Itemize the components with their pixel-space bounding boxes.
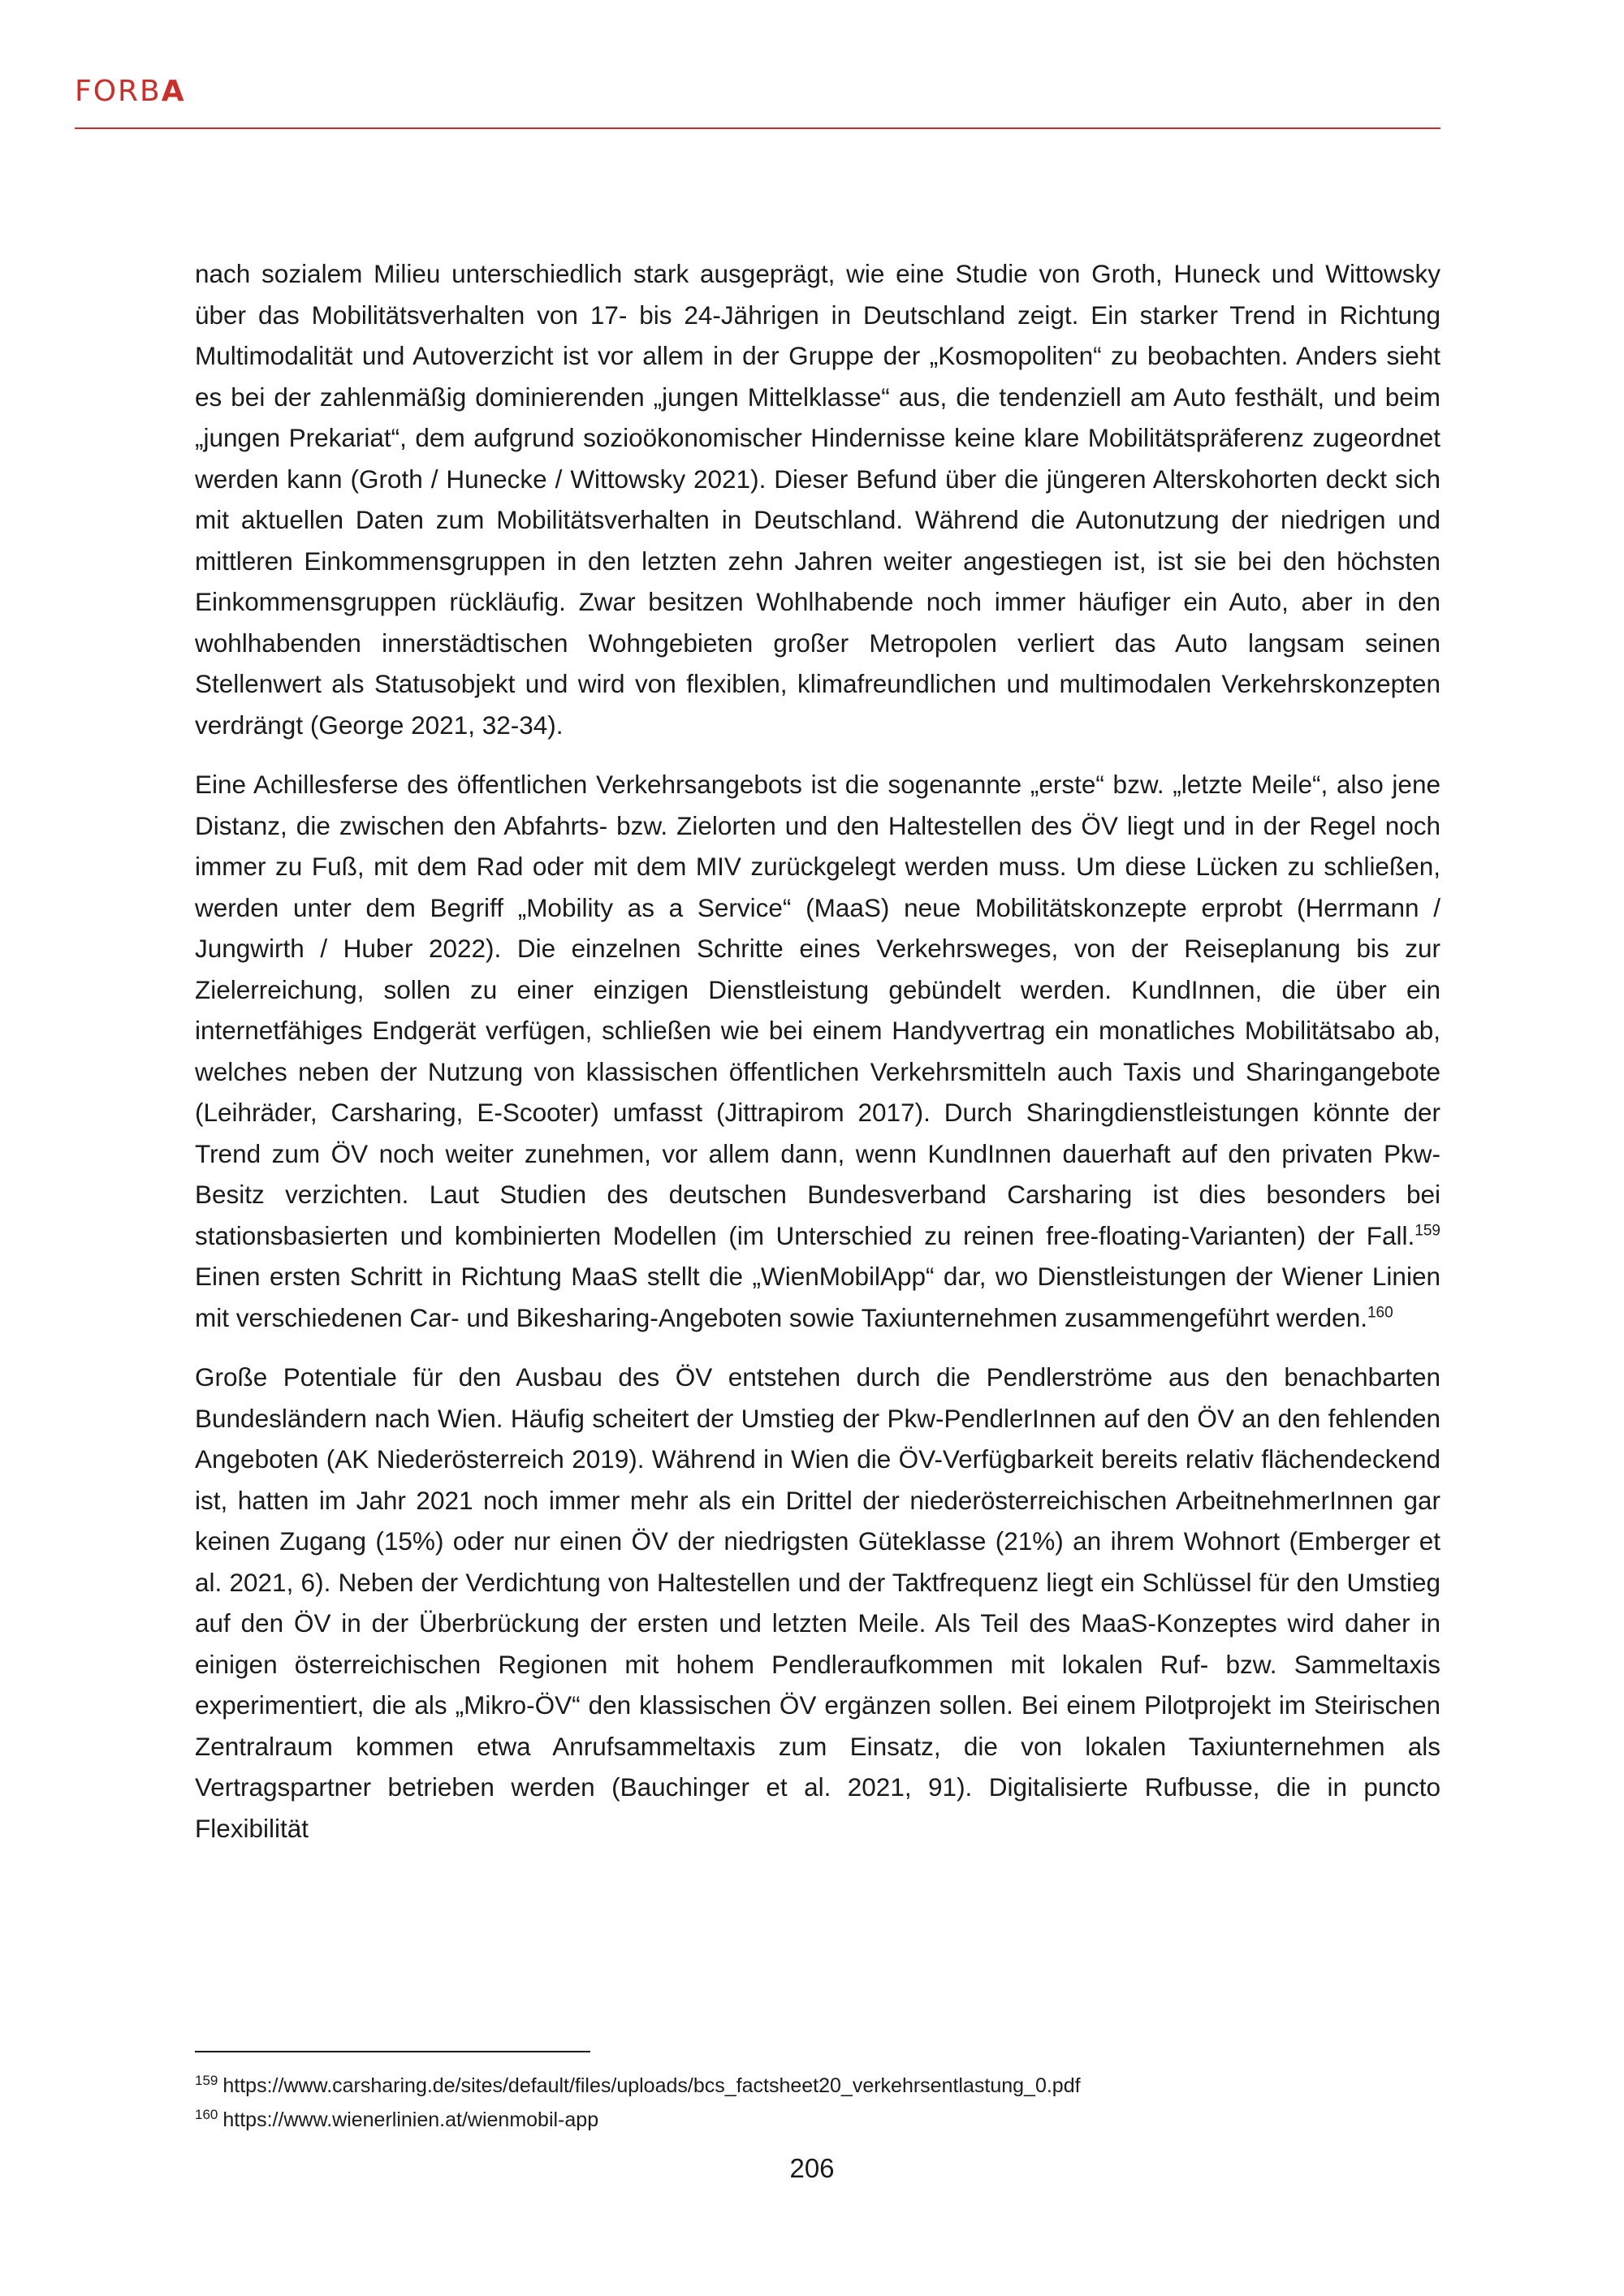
footnote xyxy=(195,2103,1440,2137)
paragraph xyxy=(195,764,1440,1338)
paragraph xyxy=(195,1357,1440,1849)
footnote-link[interactable]: https://www.carsharing.de/sites/default/files/uploads/bcs_factsheet20_verkehrsentlastung_0.pdf xyxy=(222,2074,1081,2097)
footnote xyxy=(195,2069,1440,2103)
paragraph-text: Eine Achillesferse des öffentlichen Verkehrsangebots ist die sogenannte „erste“ bzw. „letzte Meile“, also jene Distanz, die zwischen den Abfahrts- bzw. Zielorten und den Haltestellen des ÖV liegt und in der Regel noch immer zu Fuß, mit dem Rad oder mit dem MIV zurückgelegt werden muss. Um diese Lücken zu schließen, werden unter dem Begriff „Mobility as a Service“ (MaaS) neue Mobilitätskonzepte erprobt (Herrmann / Jungwirth / Huber 2022). Die einzelnen Schritte eines Verkehrsweges, von der Reiseplanung bis zur Zielerreichung, sollen zu einer einzigen Dienstleistung gebündelt werden. KundInnen, die über ein internetfähiges Endgerät verfügen, schließen wie bei einem Handyvertrag ein monatliches Mobilitätsabo ab, welches neben der Nutzung von klassischen öffentlichen Verkehrsmitteln auch Taxis und Sharingangebote (Leihräder, Carsharing, E-Scooter) umfasst (Jittrapirom 2017). Durch Sharingdienstleistungen könnte der Trend zum ÖV noch weiter zunehmen, vor allem dann, wenn KundInnen dauerhaft auf den privaten Pkw-Besitz verzichten. Laut Studien des deutschen Bundesverband Carsharing ist dies besonders bei stationsbasierten und kombinierten Modellen (im Unterschied zu reinen free-floating-Varianten) der Fall. xyxy=(195,770,1440,1250)
paragraph xyxy=(195,253,1440,745)
paragraph-text: Einen ersten Schritt in Richtung MaaS stellt die „WienMobilApp“ dar, wo Dienstleistungen der Wiener Linien mit verschiedenen Car- und Bikesharing-Angeboten sowie Taxiunternehmen zusammengeführt werden. xyxy=(195,1262,1440,1332)
footnote-number: 159 xyxy=(195,2072,218,2088)
footnote-link[interactable]: https://www.wienerlinien.at/wienmobil-app xyxy=(222,2108,599,2131)
logo-text-bold: A xyxy=(161,75,186,108)
footnote-ref[interactable]: 160 xyxy=(1367,1304,1393,1321)
paragraph-text: Große Potentiale für den Ausbau des ÖV entstehen durch die Pendlerströme aus den benachbarten Bundesländern nach Wien. Häufig scheitert der Umstieg der Pkw-PendlerInnen auf den ÖV an den fehlenden Angeboten (AK Niederösterreich 2019). Während in Wien die ÖV-Verfügbarkeit bereits relativ flächendeckend ist, hatten im Jahr 2021 noch immer mehr als ein Drittel der niederösterreichischen ArbeitnehmerInnen gar keinen Zugang (15%) oder nur einen ÖV der niedrigsten Güteklasse (21%) an ihrem Wohnort (Emberger et al. 2021, 6). Neben der Verdichtung von Haltestellen und der Taktfrequenz liegt ein Schlüssel für den Umstieg auf den ÖV in der Überbrückung der ersten und letzten Meile. Als Teil des MaaS-Konzeptes wird daher in einigen österreichischen Regionen mit hohem Pendleraufkommen mit lokalen Ruf- bzw. Sammeltaxis experimentiert, die als „Mikro-ÖV“ den klassischen ÖV ergänzen sollen. Bei einem Pilotprojekt im Steirischen Zentralraum kommen etwa Anrufsammeltaxis zum Einsatz, die von lokalen Taxiunternehmen als Vertragspartner betrieben werden (Bauchinger et al. 2021, 91). Digitalisierte Rufbusse, die in puncto Flexibilität xyxy=(195,1362,1440,1843)
footnote-ref[interactable]: 159 xyxy=(1415,1222,1440,1239)
body-text xyxy=(195,253,1440,1867)
logo-text: FORB xyxy=(75,75,162,108)
page-number: 206 xyxy=(789,2153,835,2183)
footnotes xyxy=(195,2069,1440,2137)
footnote-number: 160 xyxy=(195,2106,218,2122)
header-divider xyxy=(75,127,1440,129)
paragraph-text: nach sozialem Milieu unterschiedlich stark ausgeprägt, wie eine Studie von Groth, Huneck und Wittowsky über das Mobilitätsverhalten von 17- bis 24-Jährigen in Deutschland zeigt. Ein starker Trend in Richtung Multimodalität und Autoverzicht ist vor allem in der Gruppe der „Kosmopoliten“ zu beobachten. Anders sieht es bei der zahlenmäßig dominierenden „jungen Mittelklasse“ aus, die tendenziell am Auto festhält, und beim „jungen Prekariat“, dem aufgrund sozioökonomischer Hindernisse keine klare Mobilitätspräferenz zugeordnet werden kann (Groth / Hunecke / Wittowsky 2021). Dieser Befund über die jüngeren Alterskohorten deckt sich mit aktuellen Daten zum Mobilitätsverhalten in Deutschland. Während die Autonutzung der niedrigen und mittleren Einkommensgruppen in den letzten zehn Jahren weiter angestiegen ist, ist sie bei den höchsten Einkommensgruppen rückläufig. Zwar besitzen Wohlhabende noch immer häufiger ein Auto, aber in den wohlhabenden innerstädtischen Wohngebieten großer Metropolen verliert das Auto langsam seinen Stellenwert als Statusobjekt und wird von flexiblen, klimafreundlichen und multimodalen Verkehrskonzepten verdrängt (George 2021, 32-34). xyxy=(195,259,1440,740)
forba-logo xyxy=(75,75,186,108)
footnote-divider xyxy=(195,2051,590,2052)
